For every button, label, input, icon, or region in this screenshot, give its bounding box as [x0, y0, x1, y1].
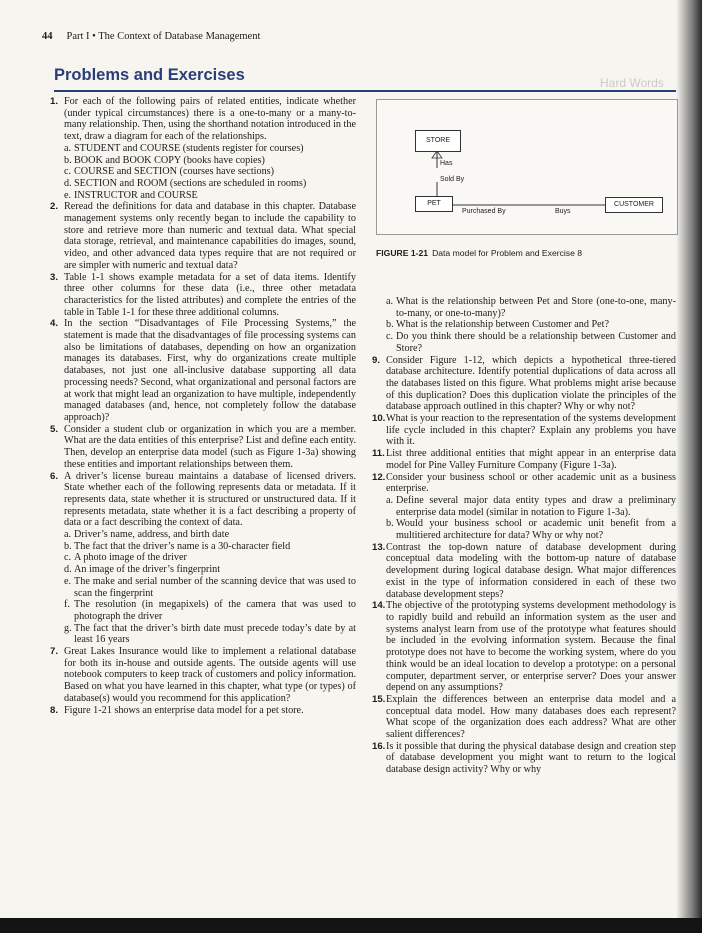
exercise-text: Consider Figure 1-12, which depicts a hypothetical three-tiered database architecture. Identify potential duplications of data across all the databases listed on this figure. What problems might arise because of this duplication? Does this duplication violate the principles of the database approach outlined in this chapter? Why or why not?	[386, 354, 676, 413]
exercise-subitem	[52, 541, 356, 553]
exercise-subitem	[52, 564, 356, 576]
subitem-letter: c.	[64, 552, 72, 564]
figure-connectors	[377, 100, 677, 234]
subitem-text: The make and serial number of the scanning device that was used to scan the fingerprint	[74, 575, 356, 599]
subitem-letter: d.	[64, 564, 72, 576]
exercise-subitem	[374, 296, 676, 319]
exercise-item	[374, 600, 676, 694]
exercise-number: 14.	[372, 600, 386, 612]
exercise-item	[374, 741, 676, 776]
subitem-text: A photo image of the driver	[74, 552, 187, 564]
exercise-item	[374, 472, 676, 495]
figure-caption-text: Data model for Problem and Exercise 8	[432, 248, 583, 258]
subitem-letter: a.	[64, 529, 72, 541]
subitem-text: The fact that the driver’s birth date must precede today’s date by at least 16 years	[74, 622, 356, 646]
right-column	[374, 296, 676, 776]
subitem-letter: b.	[386, 319, 394, 331]
subitem-letter: a.	[386, 296, 394, 307]
exercise-text: Consider a student club or organization in which you are a member. What are the data entities of this enterprise? List and define each entity. Then, develop an enterprise data model (such as Figure 1-3a) showing these entities and important relationships between them.	[64, 423, 356, 470]
running-title: Part I • The Context of Database Management	[66, 31, 261, 42]
exercise-text: Table 1-1 shows example metadata for a set of data items. Identify three other columns for these data (i.e., three other metadata characteristics for the listed attributes) and complete the entries of the table in Table 1-1 for these three additional columns.	[64, 271, 356, 318]
exercise-item	[374, 413, 676, 448]
exercise-text: For each of the following pairs of related entities, indicate whether (under typical circumstances) there is a one-to-many or a many-to-many relationship. Then, using the shorthand notation introduced in the text, draw a diagram for each of the relationships.	[64, 96, 356, 143]
exercise-subitem	[52, 155, 356, 167]
exercise-number: 15.	[372, 693, 386, 705]
exercise-number: 5.	[50, 423, 59, 435]
exercise-number: 9.	[372, 354, 381, 366]
subitem-letter: b.	[386, 518, 394, 530]
exercise-item	[52, 471, 356, 530]
title-rule	[54, 90, 676, 92]
exercise-number: 3.	[50, 271, 59, 283]
exercise-subitem	[52, 178, 356, 190]
subitem-letter: c.	[64, 166, 72, 178]
running-head	[42, 31, 260, 42]
relationship-sold-by: Sold By	[440, 176, 465, 183]
page-edge-shadow	[676, 0, 702, 918]
exercise-subitem	[52, 599, 356, 622]
figure-caption	[376, 248, 582, 258]
exercise-subitem	[374, 319, 676, 331]
left-column	[52, 96, 356, 716]
exercise-text: List three additional entities that might appear in an enterprise data model for Pine Valley Furniture Company (Figure 1-3a).	[386, 448, 676, 471]
subitem-letter: b.	[64, 154, 72, 166]
exercise-text: Explain the differences between an enterprise data model and a conceptual data model. How many databases does each represent? What scope of the organization does each address? What are other salient differences?	[386, 693, 676, 741]
exercise-text: In the section “Disadvantages of File Processing Systems,” the statement is made that the disadvantages of file processing systems can also be limitations of databases, depending on how an organization manages its databases. First, why do organizations create multiple databases, not just one all-inclusive database supporting all data processing needs? Second, what organizational and personal factors are at work that might lead an organization to have multiple, independently managed databases (and, hence, not completely follow the database approach)?	[64, 318, 356, 423]
exercise-text: Contrast the top-down nature of database development during conceptual data modeling with the bottom-up nature of database development during logical database design. What major differences exist in the type of information considered in each of these two database development steps?	[386, 541, 676, 600]
subitem-letter: a.	[386, 494, 394, 506]
exercise-item	[374, 355, 676, 414]
subitem-text: What is the relationship between Pet and Store (one-to-one, many-to-many, or one-to-many)?	[396, 296, 676, 319]
exercise-number: 12.	[372, 471, 386, 483]
exercise-item	[52, 705, 356, 717]
exercise-item	[374, 542, 676, 601]
exercise-item	[52, 424, 356, 471]
subitem-text: INSTRUCTOR and COURSE	[74, 189, 198, 201]
exercise-number: 10.	[372, 413, 386, 425]
exercise-item	[374, 448, 676, 471]
subitem-text: Would your business school or academic unit benefit from a multitiered architecture for data? Why or why not?	[396, 518, 676, 542]
exercise-subitem	[374, 495, 676, 518]
exercise-text: Is it possible that during the physical database design and creation step of database development you might want to return to the logical database design activity? Why or why	[386, 740, 676, 776]
subitem-text: Define several major data entity types and draw a preliminary enterprise data model (similar in notation to Figure 1-3a).	[396, 494, 676, 518]
exercise-subitem	[52, 190, 356, 202]
relationship-has: Has	[440, 160, 453, 167]
exercise-subitem	[374, 518, 676, 541]
subitem-text: COURSE and SECTION (courses have sections)	[74, 166, 275, 178]
exercise-number: 13.	[372, 541, 386, 553]
subitem-letter: g.	[64, 622, 72, 634]
section-title: Problems and Exercises	[54, 66, 245, 84]
subitem-letter: f.	[64, 599, 70, 611]
exercise-subitem	[52, 166, 356, 178]
relationship-purchased-by: Purchased By	[462, 208, 506, 215]
exercise-number: 11.	[372, 448, 385, 460]
subitem-text: STUDENT and COURSE (students register for courses)	[74, 142, 304, 154]
exercise-text: The objective of the prototyping systems development methodology is to rapidly build and rebuild an information system as the user and systems analyst learn from use of the prototype what features should be included in the evolving information system. Because the final prototype does not have to become the working system, where do you think would be an ideal location to develop a prototype: on a personal computer, department server, or enterprise server? Does your answer depend on any assumptions?	[386, 600, 676, 694]
exercise-subitem	[374, 331, 676, 354]
subitem-text: What is the relationship between Customer and Pet?	[396, 319, 610, 331]
exercise-item	[52, 318, 356, 423]
exercise-item	[52, 646, 356, 705]
bleed-through-text: Hard Words	[600, 76, 664, 90]
relationship-buys: Buys	[555, 208, 571, 215]
subitem-text: Driver’s name, address, and birth date	[74, 529, 230, 541]
exercise-text: Consider your business school or other academic unit as a business enterprise.	[386, 471, 676, 495]
exercise-text: Great Lakes Insurance would like to implement a relational database for both its in-house and outside agents. The outside agents will use notebook computers to keep track of customers and policy information. Based on what you have learned in this chapter, what type (or types) of database(s) would you recommend for this application?	[64, 646, 356, 704]
subitem-letter: b.	[64, 540, 72, 552]
exercise-text: Reread the definitions for data and database in this chapter. Database management systems only recently began to include the capability to store and retrieve more than numeric and textual data. What special data storage, retrieval, and maintenance capabilities do images, sound, video, and other advanced data types require that are not required or are simpler with numeric and textual data?	[64, 201, 356, 271]
exercise-subitem	[52, 576, 356, 599]
entity-customer: CUSTOMER	[605, 197, 663, 213]
exercise-number: 16.	[372, 740, 386, 752]
subitem-text: BOOK and BOOK COPY (books have copies)	[74, 154, 265, 166]
exercise-text: A driver’s license bureau maintains a database of licensed drivers. State whether each of the following represents data or metadata. If it represents data, state whether it is structured or unstructured data. If it represents metadata, state whether it is a fact describing a property of data or a fact describing the context of data.	[64, 470, 356, 529]
scan-border-bottom	[0, 918, 702, 933]
exercise-item	[52, 96, 356, 143]
page-number: 44	[42, 31, 53, 42]
figure-pet-store-model	[376, 99, 678, 235]
subitem-letter: e.	[64, 575, 72, 587]
entity-store: STORE	[415, 130, 461, 152]
exercise-number: 4.	[50, 318, 59, 330]
exercise-subitem	[52, 552, 356, 564]
exercise-subitem	[52, 143, 356, 155]
exercise-item	[52, 201, 356, 271]
exercise-subitem	[52, 529, 356, 541]
subitem-text: The resolution (in megapixels) of the camera that was used to photograph the driver	[74, 599, 356, 622]
subitem-letter: d.	[64, 177, 72, 189]
exercise-number: 6.	[50, 470, 59, 482]
exercise-number: 1.	[50, 96, 59, 107]
exercise-number: 7.	[50, 646, 59, 658]
subitem-text: An image of the driver’s fingerprint	[74, 564, 221, 576]
figure-caption-label: FIGURE 1-21	[376, 248, 429, 258]
exercise-item	[374, 694, 676, 741]
subitem-text: SECTION and ROOM (sections are scheduled in rooms)	[74, 177, 307, 189]
subitem-text: Do you think there should be a relationship between Customer and Store?	[396, 331, 676, 354]
exercise-item	[52, 272, 356, 319]
subitem-letter: c.	[386, 331, 394, 343]
exercise-text: Figure 1-21 shows an enterprise data model for a pet store.	[64, 704, 304, 716]
subitem-letter: a.	[64, 142, 72, 154]
subitem-letter: e.	[64, 189, 72, 201]
subitem-text: The fact that the driver’s name is a 30-character field	[74, 540, 291, 552]
exercise-subitem	[52, 623, 356, 646]
exercise-number: 8.	[50, 704, 59, 716]
exercise-number: 2.	[50, 201, 59, 213]
exercise-text: What is your reaction to the representation of the systems development life cycle included in this chapter? Explain any problems you have with it.	[386, 413, 676, 448]
entity-pet: PET	[415, 196, 453, 212]
